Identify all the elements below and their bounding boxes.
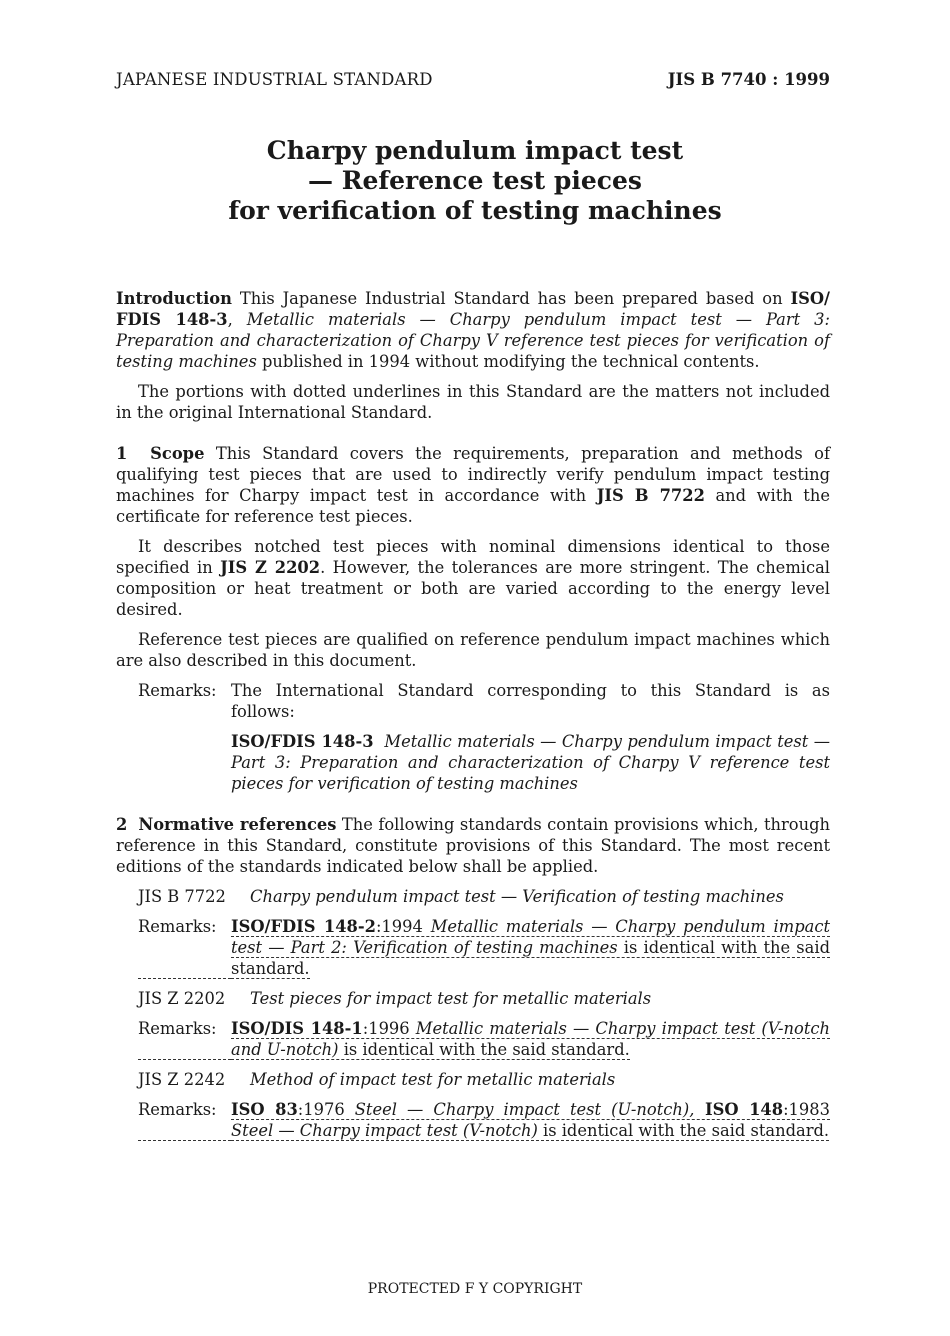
title-line-2: — Reference test pieces <box>308 166 642 195</box>
title-line-3: for verification of testing machines <box>228 196 722 225</box>
intro-heading: Introduction <box>116 289 232 308</box>
remarks-text: The International Standard corresponding to this Standard is as follows: <box>231 681 830 721</box>
scope-paragraph: 1 Scope This Standard covers the requirements, preparation and methods of qualifying test pieces that are used to indirectly verify pendulum impact testing machines for Charpy impact test in accordance with JIS B 7722 and with the certificate for reference test pieces. <box>116 444 830 526</box>
header-standard-type: JAPANESE INDUSTRIAL STANDARD <box>116 70 433 89</box>
title-line-1: Charpy pendulum impact test <box>266 136 684 165</box>
scope-jis-ref-2: JIS Z 2202 <box>220 558 321 577</box>
reference-remarks: Remarks: ISO 83:1976 Steel — Charpy impact test (U-notch), ISO 148:1983 Steel — Charpy impact test (V-notch) is identical with the said standard. <box>138 1100 830 1140</box>
reference-entry: JIS B 7722 Charpy pendulum impact test — Verification of testing machines <box>138 887 784 906</box>
remarks-label: Remarks: <box>138 681 217 700</box>
reference-entry: JIS Z 2202 Test pieces for impact test for metallic materials <box>138 989 652 1008</box>
remarks-iso: ISO/FDIS 148-3 Metallic materials — Charpy pendulum impact test — Part 3: Preparation and characterization of Charpy V reference test pieces for verification of testing machines <box>231 732 830 793</box>
scope-paragraph-3: Reference test pieces are qualified on reference pendulum impact machines which are also described in this document. <box>116 630 830 670</box>
page-footer: PROTECTED F Y COPYRIGHT <box>367 1281 583 1297</box>
header-standard-number: JIS B 7740 : 1999 <box>667 70 830 89</box>
normative-number: 2 <box>116 815 128 834</box>
intro-iso-ref: ISO/ FDIS 148-3 <box>116 289 830 329</box>
scope-number: 1 <box>116 444 128 463</box>
intro-iso-title: Metallic materials — Charpy pendulum impact test — Part 3: Preparation and characterization of Charpy V reference test pieces for verification of testing machines <box>116 310 831 371</box>
reference-entry: JIS Z 2242 Method of impact test for metallic materials <box>138 1070 616 1089</box>
normative-paragraph: 2 Normative references The following standards contain provisions which, through reference in this Standard, constitute provisions of this Standard. The most recent editions of the standards indicated below shall be applied. <box>116 815 830 876</box>
reference-remarks: Remarks: ISO/DIS 148-1:1996 Metallic materials — Charpy impact test (V-notch and U-notch) is identical with the said standard. <box>138 1019 830 1059</box>
normative-heading: Normative references <box>138 815 337 834</box>
document-body <box>116 288 830 1141</box>
document-title <box>0 136 950 226</box>
intro-note-paragraph: The portions with dotted underlines in this Standard are the matters not included in the original International Standard. <box>116 382 830 422</box>
scope-remarks <box>138 680 830 794</box>
intro-paragraph: Introduction This Japanese Industrial Standard has been prepared based on ISO/ FDIS 148-3, Metallic materials — Charpy pendulum impact test — Part 3: Preparation and characterization of Charpy V reference test pieces for verification of testing machines published in 1994 without modifying the technical contents. <box>116 289 831 371</box>
scope-heading: Scope <box>150 444 205 463</box>
scope-paragraph-2: It describes notched test pieces with nominal dimensions identical to those specified in JIS Z 2202. However, the tolerances are more stringent. The chemical composition or heat treatment or both are varied according to the energy level desired. <box>116 537 830 619</box>
reference-remarks: Remarks: ISO/FDIS 148-2:1994 Metallic materials — Charpy pendulum impact test — Part 2: Verification of testing machines is identical with the said standard. <box>138 917 831 978</box>
scope-jis-ref: JIS B 7722 <box>596 486 705 505</box>
